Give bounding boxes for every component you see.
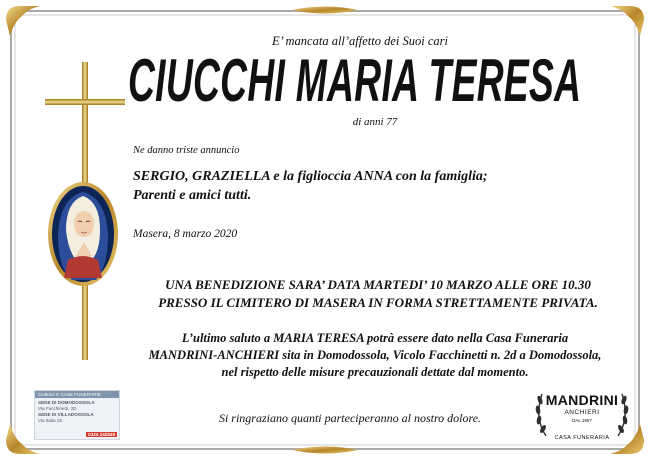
logo-casa: CASA FUNERARIA [554, 435, 610, 441]
family-text [133, 167, 488, 205]
office-title: SEDE DI VILLADOSSOLA [38, 412, 94, 417]
logo-year: DAL 1957 [572, 418, 592, 423]
madonna-portrait-icon [46, 180, 120, 288]
office-title: SEDE DI DOMODOSSOLA [38, 400, 95, 405]
office-address: Via Facchinetti, 2D [38, 406, 77, 411]
card-header: CHIESA E CASE FUNERARIE [35, 391, 119, 398]
greeting-text [110, 330, 640, 381]
funeral-home-card [34, 390, 120, 440]
thanks-text: Si ringraziano quanti parteciperanno al nostro dolore. [218, 411, 482, 425]
greeting-line: MANDRINI-ANCHIERI sita in Domodossola, Vicolo Facchinetti n. 2d a Domodossola, [148, 348, 602, 362]
family-line: SERGIO, GRAZIELLA e la figlioccia ANNA con la famiglia; [133, 169, 488, 184]
ceremony-text [128, 276, 628, 312]
ceremony-line: PRESSO IL CIMITERO DI MASERA IN FORMA STRETTAMENTE PRIVATA. [158, 295, 598, 310]
intro-text: E’ mancata all’affetto dei Suoi cari [271, 34, 448, 48]
age-text: di anni 77 [352, 116, 398, 128]
logo-subname: ANCHIERI [564, 409, 600, 416]
place-date: Masera, 8 marzo 2020 [133, 228, 238, 240]
mandrini-logo [530, 378, 634, 446]
family-line: Parenti e amici tutti. [133, 188, 252, 203]
logo-name: MANDRINI [545, 392, 619, 408]
phone-number: 0324 242549 [88, 432, 115, 437]
greeting-line: nel rispetto delle misure precauzionali dettate dal momento. [221, 365, 529, 379]
office-address: Via Italia 15 [38, 418, 62, 423]
announce-text: Ne danno triste annuncio [133, 145, 240, 156]
greeting-line: L’ultimo saluto a MARIA TERESA potrà essere dato nella Casa Funeraria [181, 331, 569, 345]
ceremony-line: UNA BENEDIZIONE SARA’ DATA MARTEDI’ 10 MARZO ALLE ORE 10.30 [165, 277, 591, 292]
deceased-name: CIUCCHI MARIA TERESA [128, 47, 582, 114]
